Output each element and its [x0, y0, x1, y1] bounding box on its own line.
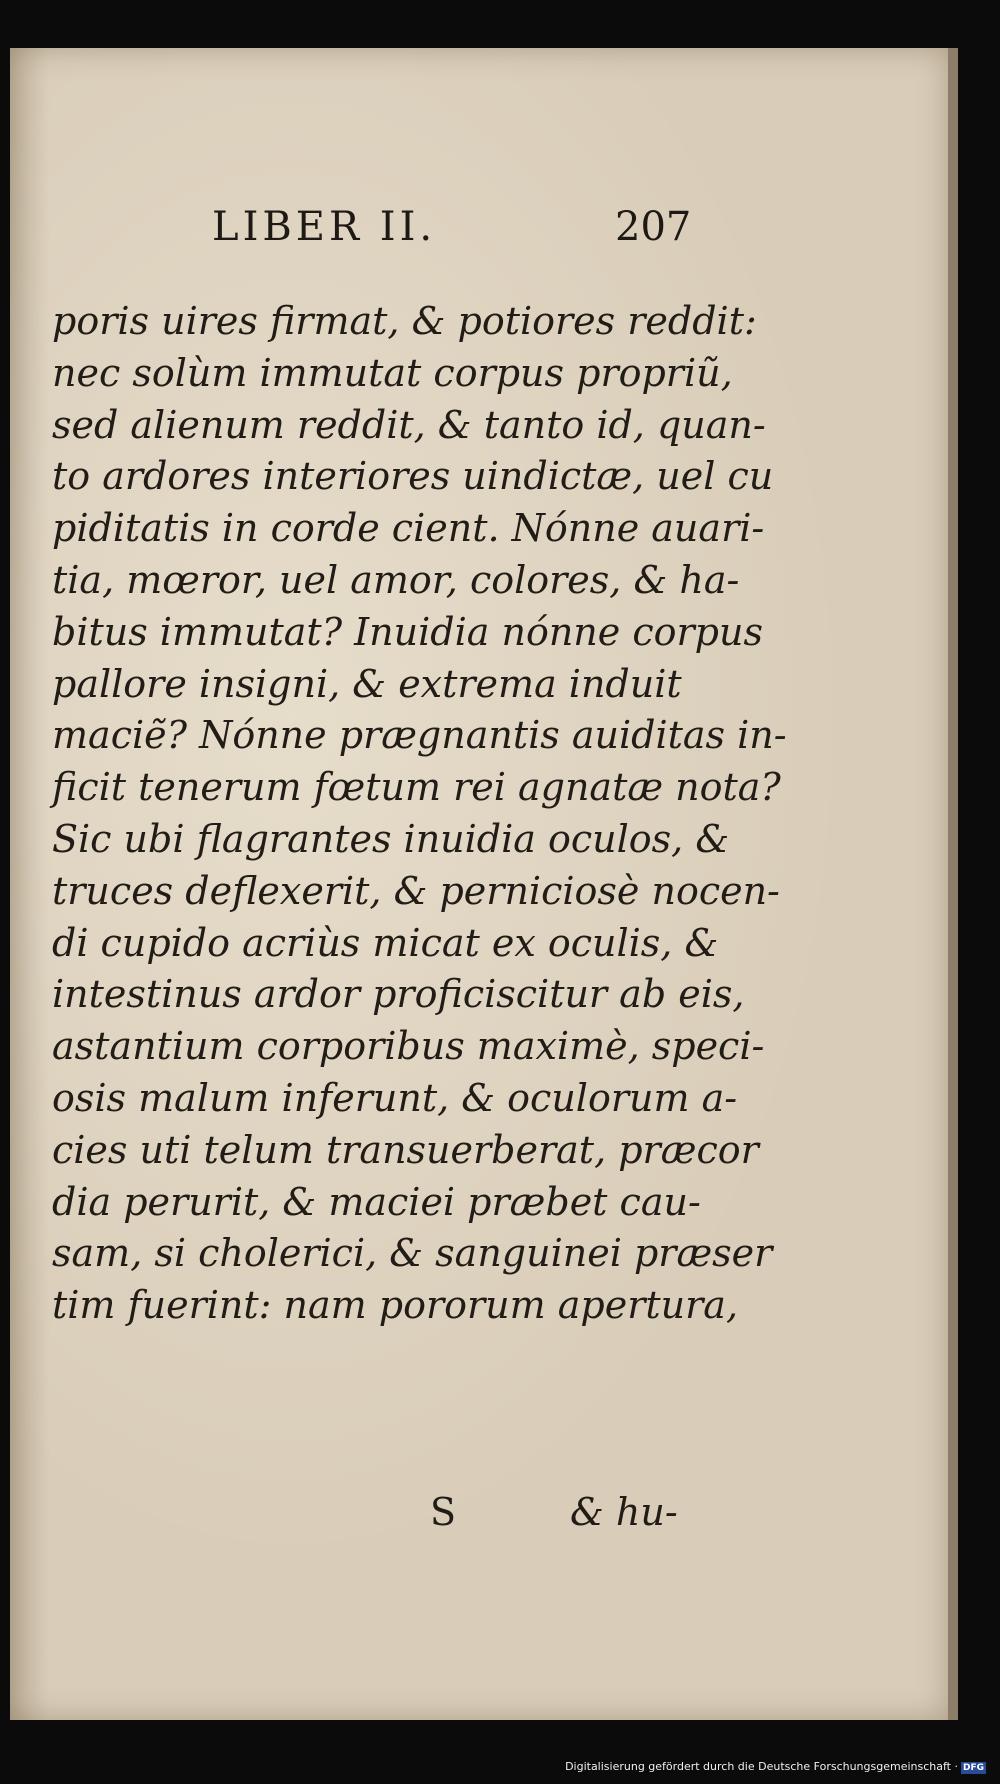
text-line: bitus immutat? Inuidia nónne corpus — [52, 609, 763, 654]
credit-text: Digitalisierung gefördert durch die Deutsche Forschungsgemeinschaft · — [565, 1760, 958, 1773]
catchword: & hu- — [570, 1490, 678, 1534]
text-line: dia perurit, & maciei præbet cau- — [52, 1179, 701, 1224]
text-line: piditatis in corde cient. Nónne auari- — [52, 506, 765, 551]
text-line: tia, mœror, uel amor, colores, & ha- — [52, 557, 740, 602]
page-header — [50, 196, 710, 266]
text-line: poris uires firmat, & potiores reddit: — [52, 299, 757, 343]
text-line: maciẽ? Nónne prægnantis auiditas in- — [52, 713, 787, 758]
page-edge — [948, 48, 958, 1720]
text-line: to ardores interiores uindictæ, uel cu — [52, 454, 774, 499]
running-head: LIBER II. — [212, 204, 437, 250]
book-page — [10, 48, 948, 1720]
text-line: ficit tenerum fœtum rei agnatæ nota? — [52, 765, 781, 810]
text-line: di cupido acriùs micat ex oculis, & — [52, 920, 719, 965]
text-line: Sic ubi flagrantes inuidia oculos, & — [52, 816, 730, 861]
text-line: cies uti telum transuerberat, præcor — [52, 1127, 759, 1172]
page-number: 207 — [615, 204, 692, 250]
dfg-logo: DFG — [962, 1763, 984, 1773]
text-line: sam, si cholerici, & sanguinei præser — [52, 1231, 773, 1276]
signature-mark: S — [430, 1490, 457, 1534]
text-line: nec solùm immutat corpus propriũ, — [52, 350, 733, 395]
page-footer — [50, 1484, 730, 1544]
text-line: truces deflexerit, & perniciosè nocen- — [52, 868, 780, 913]
text-line: tim fuerint: nam pororum apertura, — [52, 1283, 739, 1328]
text-line: sed alienum reddit, & tanto id, quan- — [52, 402, 766, 447]
text-line: astantium corporibus maximè, speci- — [52, 1024, 765, 1069]
text-line: intestinus ardor proficiscitur ab eis, — [52, 972, 745, 1017]
body-text — [52, 296, 787, 1332]
text-line: pallore insigni, & extrema induit — [52, 661, 682, 706]
digitization-credit — [565, 1760, 986, 1774]
text-line: osis malum inferunt, & oculorum a- — [52, 1075, 738, 1120]
